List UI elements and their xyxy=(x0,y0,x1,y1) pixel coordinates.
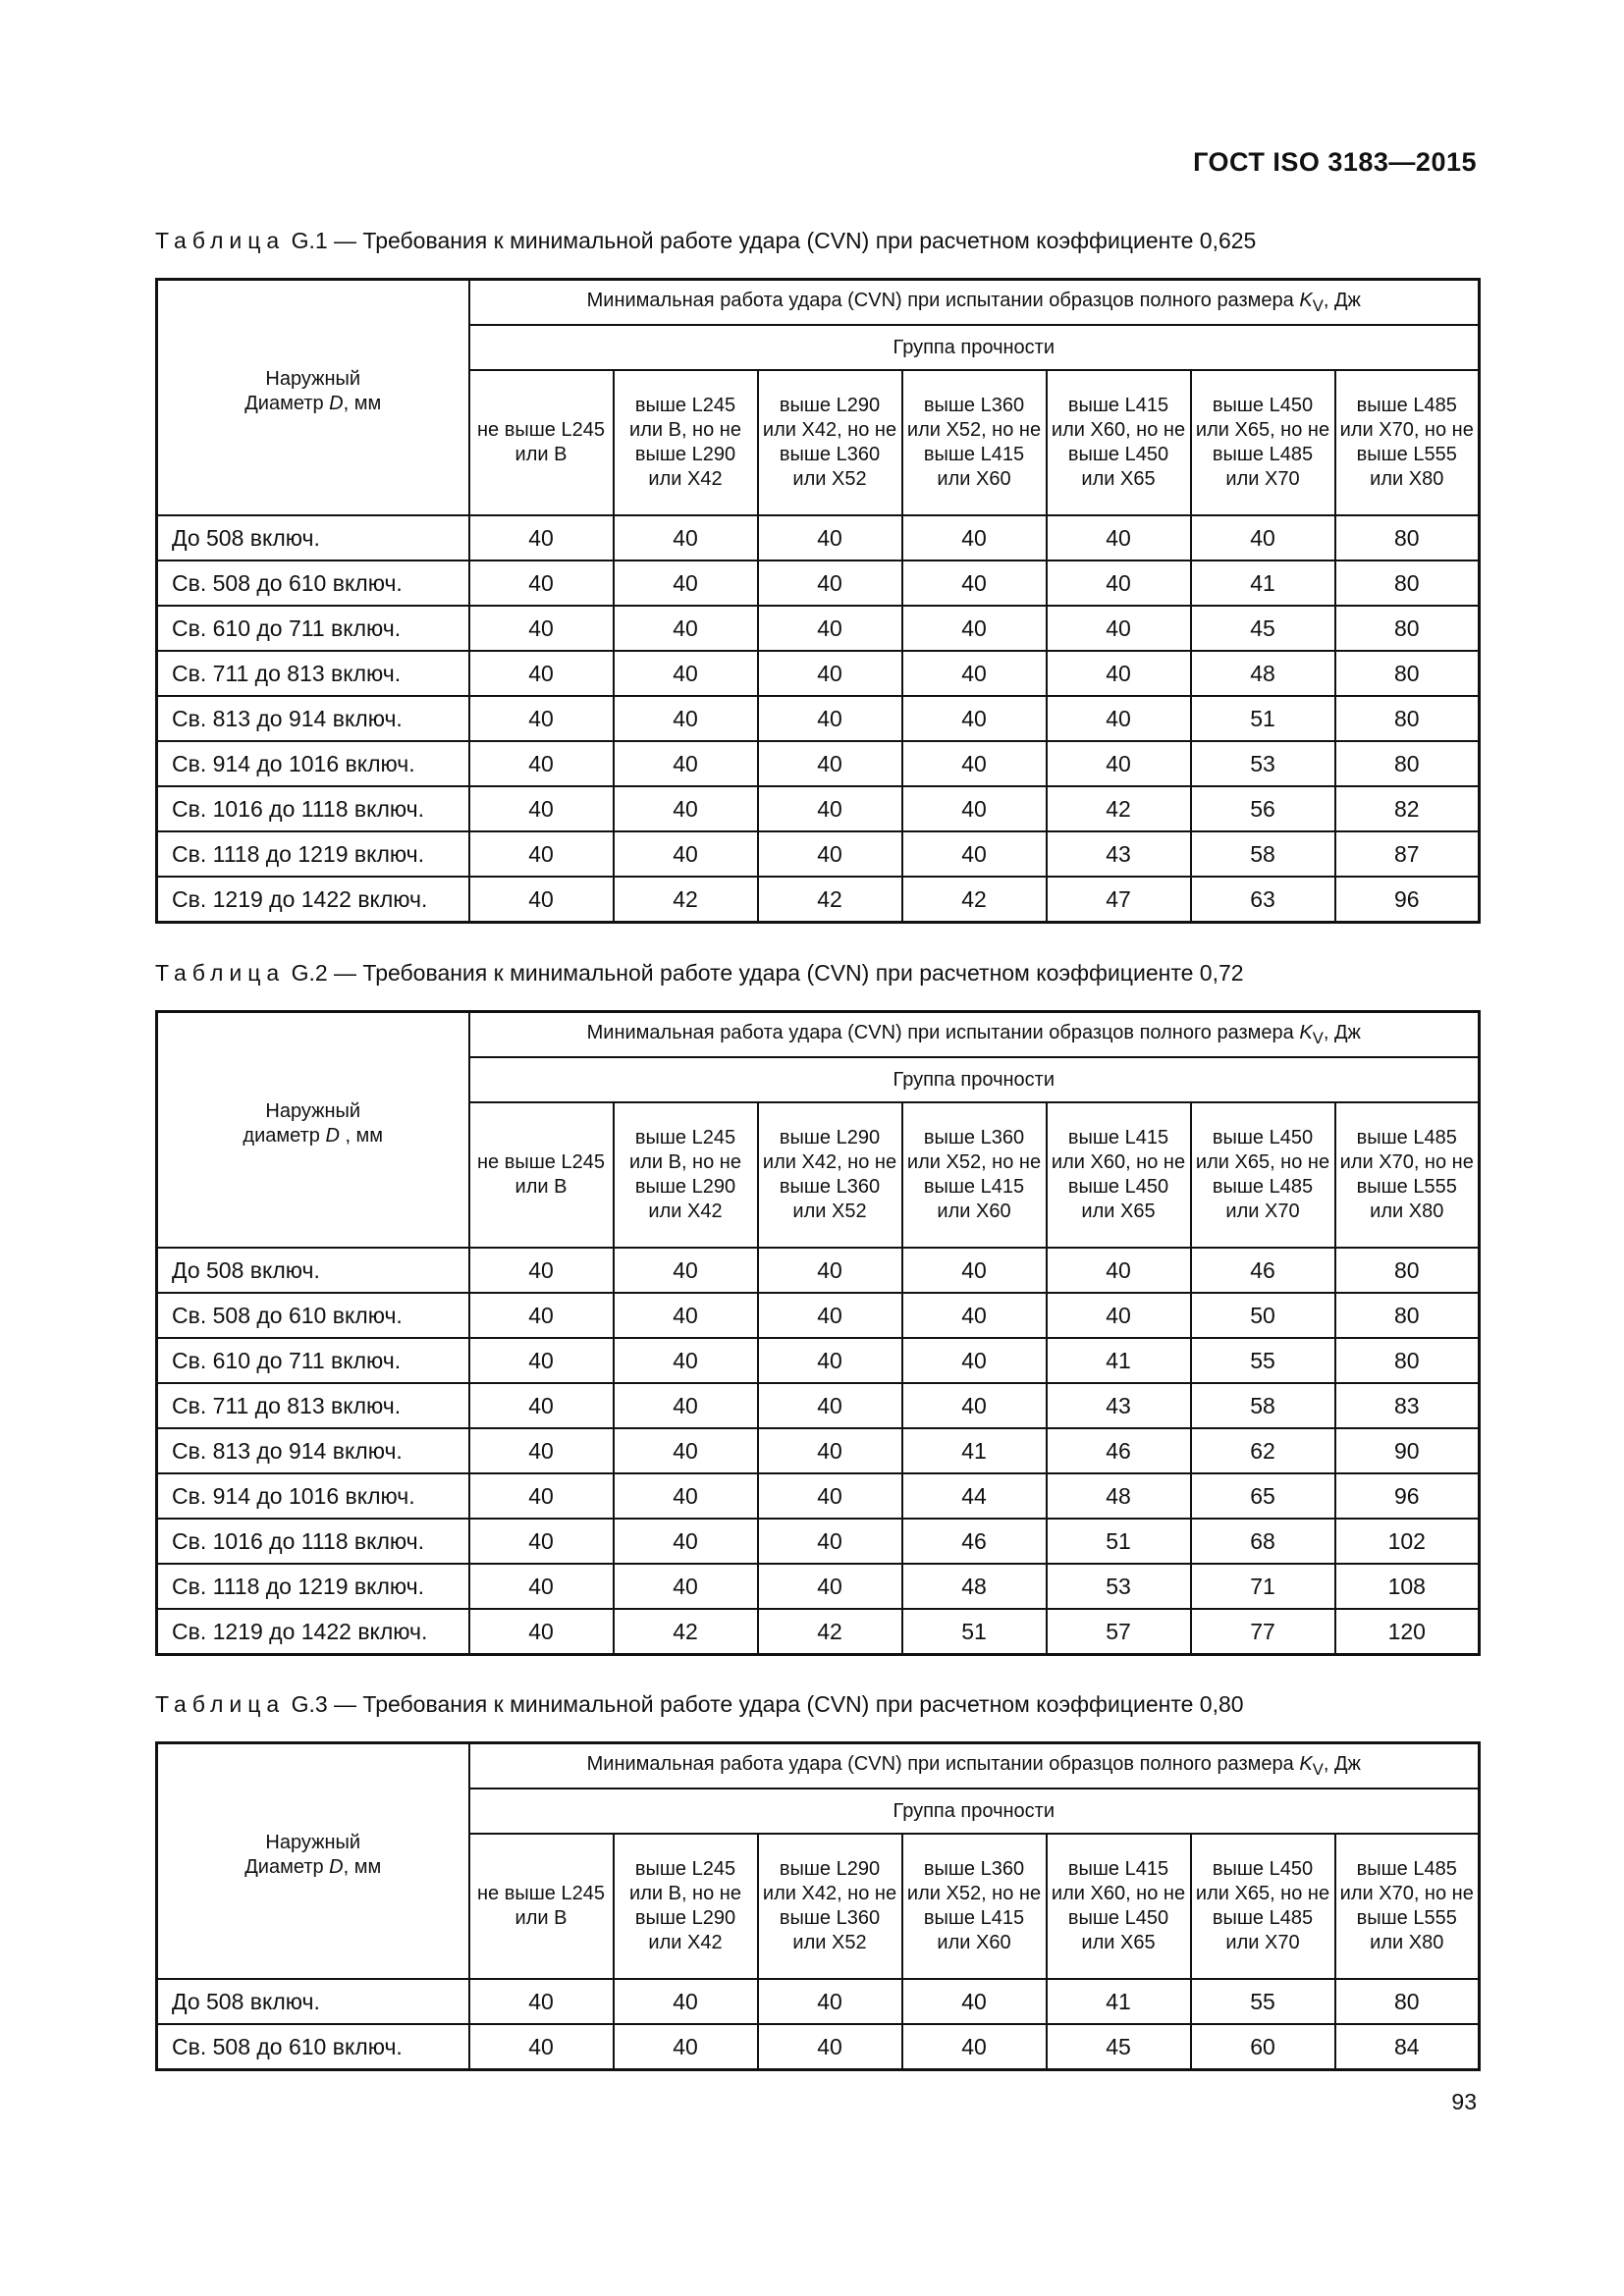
energy-value-cell: 40 xyxy=(758,1293,902,1338)
energy-value-cell: 40 xyxy=(469,1609,614,1655)
energy-value-cell: 40 xyxy=(902,1293,1047,1338)
energy-value-cell: 51 xyxy=(1191,696,1335,741)
table-row xyxy=(157,696,1480,741)
energy-value-cell: 46 xyxy=(1047,1428,1191,1473)
energy-value-cell: 40 xyxy=(469,606,614,651)
energy-value-cell: 51 xyxy=(902,1609,1047,1655)
energy-value-cell: 40 xyxy=(614,1979,758,2024)
diameter-header: Наружный Диаметр D, мм xyxy=(157,280,469,516)
table-header-main xyxy=(157,280,1480,326)
energy-value-cell: 40 xyxy=(614,1428,758,1473)
strength-group-header: Группа прочности xyxy=(469,1057,1480,1102)
table-row xyxy=(157,1248,1480,1293)
energy-value-cell: 80 xyxy=(1335,515,1480,561)
diameter-range-cell: Св. 711 до 813 включ. xyxy=(157,651,469,696)
grade-header: не выше L245 или B xyxy=(469,1834,614,1979)
energy-value-cell: 40 xyxy=(1047,606,1191,651)
energy-value-cell: 40 xyxy=(614,786,758,831)
energy-value-cell: 42 xyxy=(614,877,758,923)
energy-value-cell: 40 xyxy=(1047,696,1191,741)
energy-value-cell: 102 xyxy=(1335,1519,1480,1564)
energy-value-cell: 42 xyxy=(758,877,902,923)
energy-value-cell: 40 xyxy=(469,2024,614,2070)
energy-value-cell: 40 xyxy=(614,1248,758,1293)
energy-value-cell: 40 xyxy=(1191,515,1335,561)
energy-value-cell: 40 xyxy=(469,1519,614,1564)
energy-value-cell: 40 xyxy=(758,1564,902,1609)
strength-group-header: Группа прочности xyxy=(469,325,1480,370)
strength-group-header: Группа прочности xyxy=(469,1789,1480,1834)
energy-value-cell: 68 xyxy=(1191,1519,1335,1564)
table-row xyxy=(157,1519,1480,1564)
energy-value-cell: 48 xyxy=(902,1564,1047,1609)
table-header-main xyxy=(157,1012,1480,1058)
energy-value-cell: 48 xyxy=(1191,651,1335,696)
table-header-main xyxy=(157,1743,1480,1789)
energy-value-cell: 40 xyxy=(902,1338,1047,1383)
energy-value-cell: 40 xyxy=(469,1473,614,1519)
energy-value-cell: 41 xyxy=(1047,1338,1191,1383)
energy-value-cell: 40 xyxy=(614,831,758,877)
energy-value-cell: 62 xyxy=(1191,1428,1335,1473)
energy-value-cell: 43 xyxy=(1047,831,1191,877)
table-row xyxy=(157,1979,1480,2024)
energy-value-cell: 82 xyxy=(1335,786,1480,831)
table-row xyxy=(157,2024,1480,2070)
energy-value-cell: 40 xyxy=(758,1248,902,1293)
energy-value-cell: 80 xyxy=(1335,1248,1480,1293)
diameter-range-cell: Св. 508 до 610 включ. xyxy=(157,561,469,606)
grade-header: выше L290 или X42, но не выше L360 или X52 xyxy=(758,1834,902,1979)
energy-value-cell: 40 xyxy=(758,1473,902,1519)
diameter-range-cell: Св. 1016 до 1118 включ. xyxy=(157,786,469,831)
energy-value-cell: 40 xyxy=(1047,741,1191,786)
energy-value-cell: 40 xyxy=(614,606,758,651)
energy-value-cell: 40 xyxy=(614,2024,758,2070)
diameter-range-cell: Св. 711 до 813 включ. xyxy=(157,1383,469,1428)
table-row xyxy=(157,1383,1480,1428)
energy-value-cell: 47 xyxy=(1047,877,1191,923)
grade-header: выше L415 или X60, но не выше L450 или X65 xyxy=(1047,1834,1191,1979)
energy-value-cell: 41 xyxy=(1191,561,1335,606)
energy-value-cell: 108 xyxy=(1335,1564,1480,1609)
energy-value-cell: 40 xyxy=(758,1979,902,2024)
energy-value-cell: 80 xyxy=(1335,1979,1480,2024)
diameter-range-cell: Св. 610 до 711 включ. xyxy=(157,1338,469,1383)
table-g1 xyxy=(155,278,1481,924)
table-row xyxy=(157,1428,1480,1473)
energy-value-cell: 42 xyxy=(902,877,1047,923)
energy-value-cell: 40 xyxy=(469,1428,614,1473)
energy-value-cell: 41 xyxy=(902,1428,1047,1473)
table-row xyxy=(157,1609,1480,1655)
energy-value-cell: 51 xyxy=(1047,1519,1191,1564)
energy-value-cell: 40 xyxy=(1047,1248,1191,1293)
energy-value-cell: 40 xyxy=(758,606,902,651)
diameter-header: Наружный Диаметр D, мм xyxy=(157,1743,469,1980)
grade-header: выше L245 или B, но не выше L290 или X42 xyxy=(614,1834,758,1979)
diameter-range-cell: До 508 включ. xyxy=(157,1979,469,2024)
diameter-range-cell: Св. 1118 до 1219 включ. xyxy=(157,831,469,877)
energy-value-cell: 40 xyxy=(902,696,1047,741)
energy-value-cell: 80 xyxy=(1335,606,1480,651)
energy-value-cell: 41 xyxy=(1047,1979,1191,2024)
energy-value-cell: 84 xyxy=(1335,2024,1480,2070)
energy-value-cell: 40 xyxy=(902,1383,1047,1428)
table-row xyxy=(157,877,1480,923)
energy-value-cell: 40 xyxy=(902,515,1047,561)
energy-value-cell: 46 xyxy=(902,1519,1047,1564)
grade-header: выше L245 или B, но не выше L290 или X42 xyxy=(614,370,758,515)
energy-value-cell: 44 xyxy=(902,1473,1047,1519)
diameter-range-cell: Св. 508 до 610 включ. xyxy=(157,1293,469,1338)
energy-value-cell: 40 xyxy=(902,561,1047,606)
grade-header: не выше L245 или B xyxy=(469,370,614,515)
diameter-range-cell: Св. 508 до 610 включ. xyxy=(157,2024,469,2070)
energy-value-cell: 40 xyxy=(469,651,614,696)
energy-value-cell: 40 xyxy=(469,1979,614,2024)
diameter-range-cell: Св. 813 до 914 включ. xyxy=(157,696,469,741)
energy-value-cell: 40 xyxy=(758,1519,902,1564)
energy-value-cell: 58 xyxy=(1191,831,1335,877)
energy-value-cell: 40 xyxy=(758,515,902,561)
energy-value-cell: 40 xyxy=(758,741,902,786)
energy-value-cell: 56 xyxy=(1191,786,1335,831)
table-row xyxy=(157,606,1480,651)
energy-value-cell: 40 xyxy=(469,515,614,561)
grade-header: выше L450 или X65, но не выше L485 или X70 xyxy=(1191,370,1335,515)
energy-value-cell: 71 xyxy=(1191,1564,1335,1609)
energy-value-cell: 40 xyxy=(469,696,614,741)
energy-value-cell: 40 xyxy=(614,1383,758,1428)
energy-value-cell: 58 xyxy=(1191,1383,1335,1428)
table-row xyxy=(157,1338,1480,1383)
energy-value-cell: 40 xyxy=(902,1979,1047,2024)
diameter-range-cell: Св. 914 до 1016 включ. xyxy=(157,741,469,786)
grade-header: выше L245 или B, но не выше L290 или X42 xyxy=(614,1102,758,1248)
energy-value-cell: 65 xyxy=(1191,1473,1335,1519)
energy-value-cell: 77 xyxy=(1191,1609,1335,1655)
energy-value-cell: 40 xyxy=(614,696,758,741)
energy-header: Минимальная работа удара (CVN) при испытании образцов полного размера $K_V$, Дж xyxy=(469,1743,1480,1789)
energy-value-cell: 40 xyxy=(614,515,758,561)
document-header: ГОСТ ISO 3183—2015 xyxy=(1193,147,1477,177)
grade-header: выше L360 или X52, но не выше L415 или X60 xyxy=(902,1102,1047,1248)
diameter-range-cell: Св. 610 до 711 включ. xyxy=(157,606,469,651)
diameter-range-cell: Св. 1118 до 1219 включ. xyxy=(157,1564,469,1609)
table-caption-g1: Таблица G.1 — Требования к минимальной работе удара (CVN) при расчетном коэффициенте 0,625 xyxy=(155,228,1257,253)
energy-value-cell: 43 xyxy=(1047,1383,1191,1428)
table-row xyxy=(157,561,1480,606)
diameter-range-cell: До 508 включ. xyxy=(157,515,469,561)
energy-value-cell: 42 xyxy=(614,1609,758,1655)
table-row xyxy=(157,1473,1480,1519)
energy-value-cell: 80 xyxy=(1335,651,1480,696)
energy-value-cell: 40 xyxy=(469,741,614,786)
energy-value-cell: 45 xyxy=(1191,606,1335,651)
grade-header: выше L290 или X42, но не выше L360 или X52 xyxy=(758,370,902,515)
table-g3 xyxy=(155,1741,1481,2071)
energy-value-cell: 40 xyxy=(902,831,1047,877)
energy-value-cell: 96 xyxy=(1335,1473,1480,1519)
energy-value-cell: 40 xyxy=(614,1338,758,1383)
energy-value-cell: 60 xyxy=(1191,2024,1335,2070)
energy-value-cell: 40 xyxy=(758,1383,902,1428)
table-row xyxy=(157,741,1480,786)
energy-header: Минимальная работа удара (CVN) при испытании образцов полного размера $K_V$, Дж xyxy=(469,1012,1480,1058)
diameter-range-cell: Св. 914 до 1016 включ. xyxy=(157,1473,469,1519)
grade-header: выше L290 или X42, но не выше L360 или X52 xyxy=(758,1102,902,1248)
energy-value-cell: 80 xyxy=(1335,1338,1480,1383)
table-row xyxy=(157,831,1480,877)
table-row xyxy=(157,786,1480,831)
energy-value-cell: 40 xyxy=(758,1428,902,1473)
energy-value-cell: 40 xyxy=(902,741,1047,786)
energy-value-cell: 40 xyxy=(614,561,758,606)
table-row xyxy=(157,1564,1480,1609)
energy-value-cell: 40 xyxy=(614,1293,758,1338)
energy-value-cell: 40 xyxy=(469,1338,614,1383)
grade-header: не выше L245 или B xyxy=(469,1102,614,1248)
energy-value-cell: 40 xyxy=(758,651,902,696)
energy-value-cell: 40 xyxy=(758,1338,902,1383)
energy-value-cell: 87 xyxy=(1335,831,1480,877)
energy-value-cell: 40 xyxy=(614,741,758,786)
energy-value-cell: 40 xyxy=(614,1519,758,1564)
energy-value-cell: 40 xyxy=(758,2024,902,2070)
diameter-range-cell: Св. 1219 до 1422 включ. xyxy=(157,1609,469,1655)
energy-value-cell: 40 xyxy=(469,1383,614,1428)
table-g2 xyxy=(155,1010,1481,1656)
energy-value-cell: 45 xyxy=(1047,2024,1191,2070)
table-row xyxy=(157,515,1480,561)
table-caption-g3: Таблица G.3 — Требования к минимальной работе удара (CVN) при расчетном коэффициенте 0,80 xyxy=(155,1691,1244,1717)
grade-header: выше L485 или X70, но не выше L555 или X80 xyxy=(1335,370,1480,515)
table-caption-g2: Таблица G.2 — Требования к минимальной работе удара (CVN) при расчетном коэффициенте 0,72 xyxy=(155,960,1244,986)
energy-value-cell: 48 xyxy=(1047,1473,1191,1519)
energy-value-cell: 63 xyxy=(1191,877,1335,923)
energy-value-cell: 80 xyxy=(1335,561,1480,606)
diameter-range-cell: До 508 включ. xyxy=(157,1248,469,1293)
table-row xyxy=(157,651,1480,696)
energy-value-cell: 40 xyxy=(902,1248,1047,1293)
energy-value-cell: 40 xyxy=(469,1248,614,1293)
energy-value-cell: 80 xyxy=(1335,696,1480,741)
energy-value-cell: 40 xyxy=(469,561,614,606)
energy-value-cell: 120 xyxy=(1335,1609,1480,1655)
energy-value-cell: 40 xyxy=(1047,561,1191,606)
energy-value-cell: 80 xyxy=(1335,741,1480,786)
energy-value-cell: 55 xyxy=(1191,1979,1335,2024)
energy-value-cell: 40 xyxy=(1047,651,1191,696)
energy-value-cell: 42 xyxy=(1047,786,1191,831)
energy-value-cell: 40 xyxy=(614,651,758,696)
diameter-range-cell: Св. 813 до 914 включ. xyxy=(157,1428,469,1473)
energy-value-cell: 40 xyxy=(1047,1293,1191,1338)
energy-value-cell: 40 xyxy=(469,877,614,923)
energy-value-cell: 90 xyxy=(1335,1428,1480,1473)
grade-header: выше L415 или X60, но не выше L450 или X65 xyxy=(1047,370,1191,515)
energy-value-cell: 40 xyxy=(902,2024,1047,2070)
energy-value-cell: 40 xyxy=(902,606,1047,651)
energy-value-cell: 42 xyxy=(758,1609,902,1655)
energy-value-cell: 40 xyxy=(758,831,902,877)
energy-value-cell: 53 xyxy=(1191,741,1335,786)
grade-header: выше L450 или X65, но не выше L485 или X70 xyxy=(1191,1834,1335,1979)
energy-value-cell: 40 xyxy=(758,561,902,606)
energy-value-cell: 83 xyxy=(1335,1383,1480,1428)
energy-value-cell: 40 xyxy=(902,786,1047,831)
energy-value-cell: 40 xyxy=(614,1564,758,1609)
energy-value-cell: 96 xyxy=(1335,877,1480,923)
diameter-range-cell: Св. 1219 до 1422 включ. xyxy=(157,877,469,923)
energy-value-cell: 40 xyxy=(614,1473,758,1519)
page-number: 93 xyxy=(1451,2089,1477,2114)
energy-value-cell: 40 xyxy=(469,786,614,831)
grade-header: выше L485 или X70, но не выше L555 или X80 xyxy=(1335,1834,1480,1979)
energy-value-cell: 57 xyxy=(1047,1609,1191,1655)
grade-header: выше L360 или X52, но не выше L415 или X60 xyxy=(902,1834,1047,1979)
grade-header: выше L415 или X60, но не выше L450 или X65 xyxy=(1047,1102,1191,1248)
energy-value-cell: 40 xyxy=(758,696,902,741)
grade-header: выше L360 или X52, но не выше L415 или X60 xyxy=(902,370,1047,515)
grade-header: выше L450 или X65, но не выше L485 или X70 xyxy=(1191,1102,1335,1248)
energy-value-cell: 40 xyxy=(469,1564,614,1609)
energy-value-cell: 40 xyxy=(758,786,902,831)
table-row xyxy=(157,1293,1480,1338)
energy-value-cell: 46 xyxy=(1191,1248,1335,1293)
energy-header: Минимальная работа удара (CVN) при испытании образцов полного размера $K_V$, Дж xyxy=(469,280,1480,326)
grade-header: выше L485 или X70, но не выше L555 или X80 xyxy=(1335,1102,1480,1248)
energy-value-cell: 40 xyxy=(469,831,614,877)
energy-value-cell: 50 xyxy=(1191,1293,1335,1338)
diameter-range-cell: Св. 1016 до 1118 включ. xyxy=(157,1519,469,1564)
energy-value-cell: 53 xyxy=(1047,1564,1191,1609)
energy-value-cell: 40 xyxy=(1047,515,1191,561)
energy-value-cell: 55 xyxy=(1191,1338,1335,1383)
energy-value-cell: 40 xyxy=(469,1293,614,1338)
energy-value-cell: 40 xyxy=(902,651,1047,696)
energy-value-cell: 80 xyxy=(1335,1293,1480,1338)
diameter-header: Наружный диаметр D , мм xyxy=(157,1012,469,1249)
